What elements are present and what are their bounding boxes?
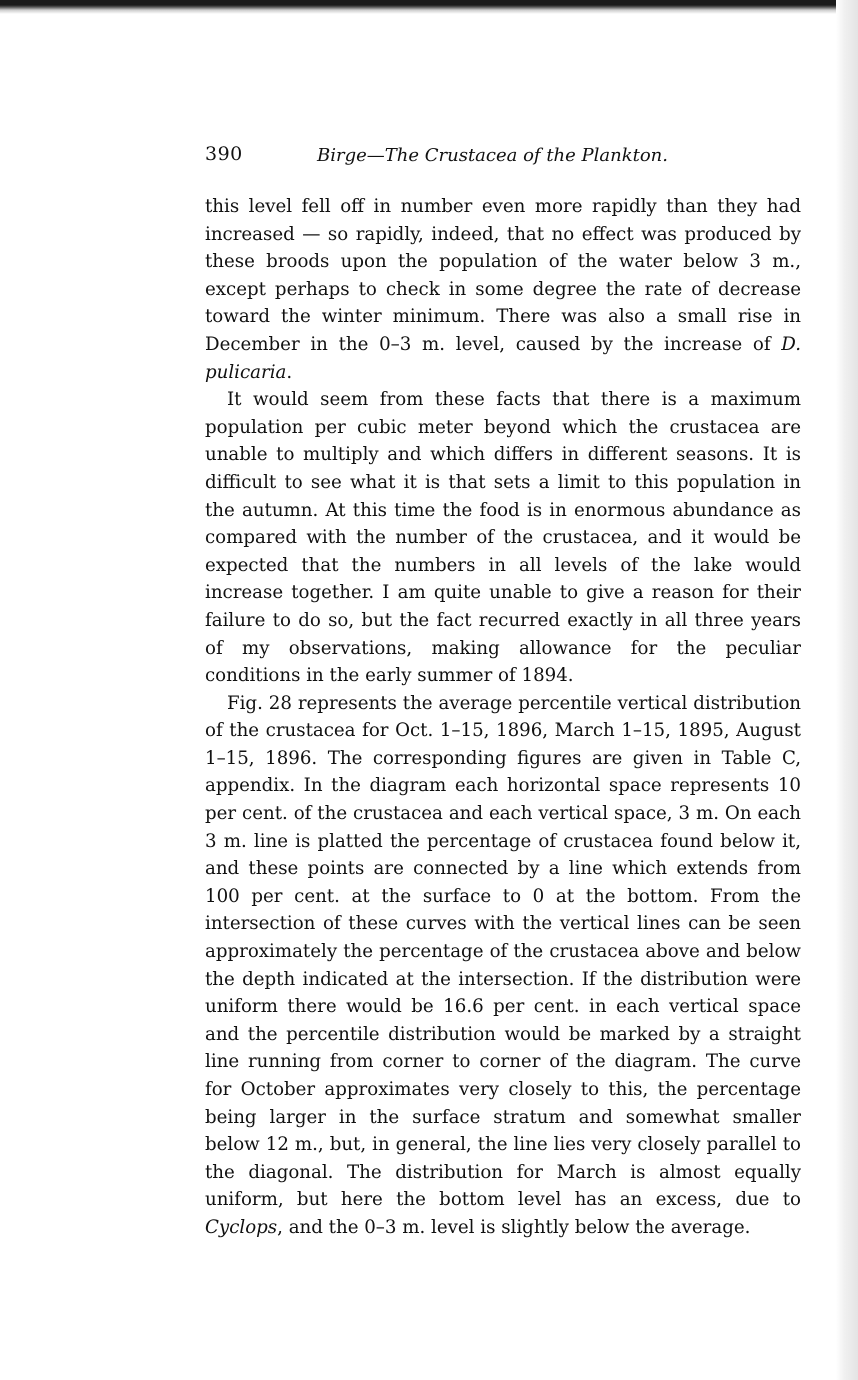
paragraph-3-end: , and the 0–3 m. level is slightly below the average. xyxy=(277,1216,751,1238)
paragraph-3-text: Fig. 28 represents the average percentile vertical distribution of the crustacea for Oct. 1–15, 1896, March 1–15, 1895, August 1–15, 1896. The corresponding figures are given in Table C, appendix. In the diagram each horizontal space represents 10 per cent. of the crustacea and each vertical space, 3 m. On each 3 m. line is platted the percentage of crustacea found below it, and these points are connected by a line which extends from 100 per cent. at the surface to 0 at the bottom. From the intersection of these curves with the vertical lines can be seen approximately the percentage of the crustacea above and below the depth indicated at the intersection. If the distribution were uniform there would be 16.6 per cent. in each vertical space and the percentile distribution would be marked by a straight line running from corner to corner of the diagram. The curve for October approximates very closely to this, the percentage being larger in the surface stratum and somewhat smaller below 12 m., but, in general, the line lies very closely parallel to the diagonal. The distribution for March is almost equally uniform, but here the bottom level has an excess, due to xyxy=(205,692,801,1211)
species-name: D. pulicaria xyxy=(205,333,801,383)
page-number: 390 xyxy=(205,143,243,165)
genus-name: Cyclops xyxy=(205,1216,278,1238)
paragraph-2: It would seem from these facts that there is a maximum population per cubic meter beyond which the crustacea are unable to multiply and which differs in different seasons. It is difficult to see what it is that sets a limit to this population in the autumn. At this time the food is in enormous abundance as compared with the number of the crustacea, and it would be expected that the numbers in all levels of the lake would increase together. I am quite unable to give a reason for their failure to do so, but the fact recurred exactly in all three years of my observations, making allowance for the peculiar conditions in the early summer of 1894. xyxy=(205,389,801,687)
paragraph-1 xyxy=(205,193,801,386)
running-head: Birge—The Crustacea of the Plankton. xyxy=(317,145,668,166)
paragraph-1-end: . xyxy=(286,361,293,383)
scan-right-edge xyxy=(836,0,858,1380)
body-text xyxy=(205,193,801,1242)
paragraph-1-text: this level fell off in number even more rapidly than they had increased — so rapidly, indeed, that no effect was produced by these broods upon the population of the water below 3 m., except perhaps to check in some degree the rate of decrease toward the winter minimum. There was also a small rise in December in the 0–3 m. level, caused by the increase of xyxy=(205,196,801,355)
scan-top-edge xyxy=(0,0,858,14)
paragraph-3 xyxy=(205,690,801,1242)
page-header xyxy=(205,143,801,173)
